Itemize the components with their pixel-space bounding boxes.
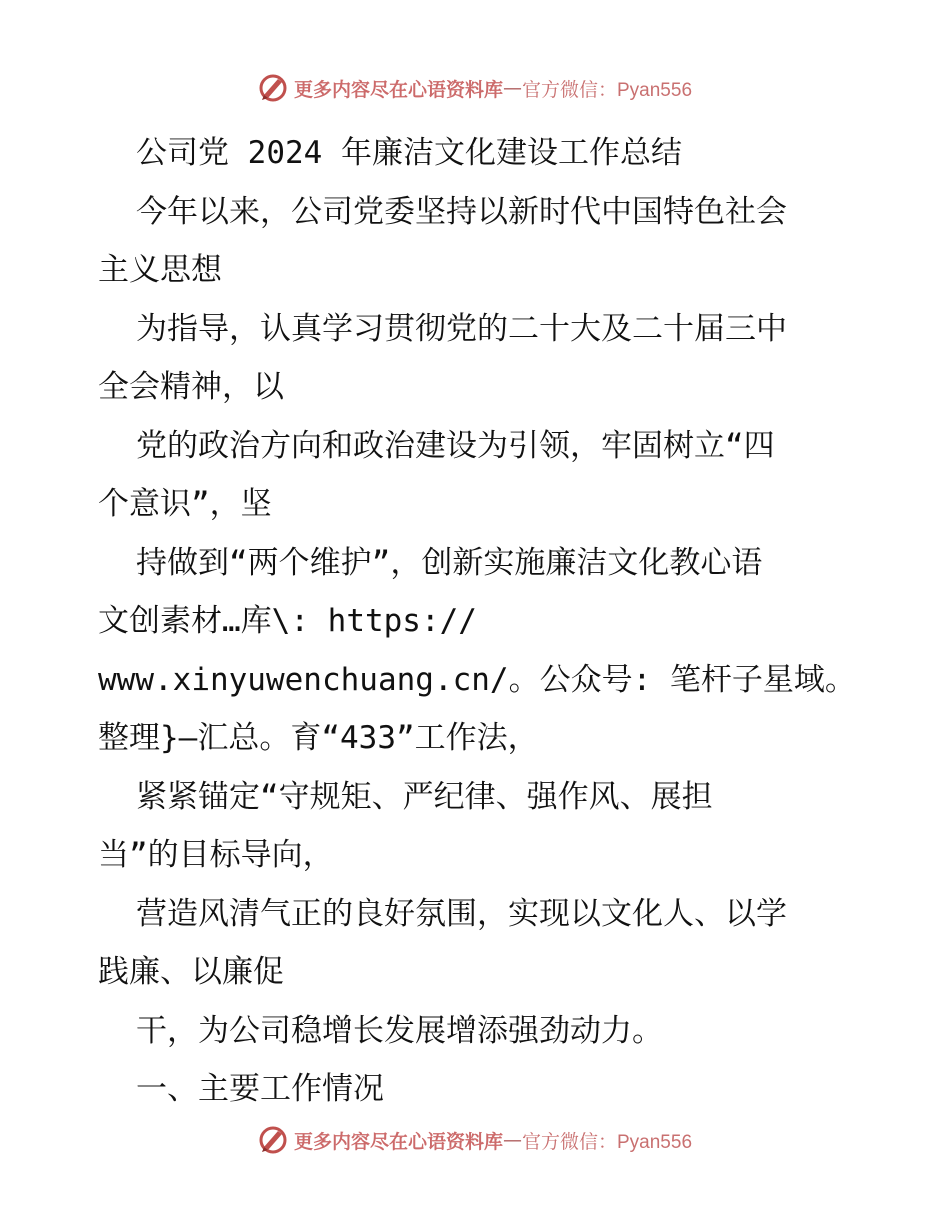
banner-brand-text: 更多内容尽在心语资料库 xyxy=(293,1130,503,1153)
paragraph-line: 当”的目标导向， xyxy=(98,837,334,873)
paragraph-line: 主义思想 xyxy=(98,252,222,288)
header-banner xyxy=(0,68,950,108)
pen-logo-icon xyxy=(258,1125,288,1155)
paragraph-line: 持做到“两个维护”，创新实施廉洁文化教心语 xyxy=(136,544,763,581)
footer-banner xyxy=(0,1120,950,1160)
banner-brand-text: 更多内容尽在心语资料库 xyxy=(293,78,503,101)
banner-wechat-text: 官方微信：Pyan556 xyxy=(522,79,693,101)
paragraph-line: 文创素材…库\: https:// xyxy=(98,603,477,639)
section-heading: 一、主要工作情况 xyxy=(136,1071,384,1107)
document-title: 公司党 2024 年廉洁文化建设工作总结 xyxy=(136,135,682,171)
paragraph-line: 践廉、以廉促 xyxy=(98,954,284,990)
paragraph-line: 紧紧锚定“守规矩、严纪律、强作风、展担 xyxy=(136,778,713,815)
paragraph-line: 今年以来，公司党委坚持以新时代中国特色社会 xyxy=(136,193,787,230)
banner-separator: — xyxy=(503,1129,522,1151)
paragraph-line: 营造风清气正的良好氛围，实现以文化人、以学 xyxy=(136,895,787,932)
banner-wechat-text: 官方微信：Pyan556 xyxy=(522,1131,693,1153)
paragraph-line: 全会精神，以 xyxy=(98,369,284,405)
pen-logo-icon xyxy=(258,73,288,103)
banner-separator: — xyxy=(503,77,522,99)
paragraph-line: 为指导，认真学习贯彻党的二十大及二十届三中 xyxy=(136,310,787,347)
document-body xyxy=(98,124,858,1119)
paragraph-line-url: www.xinyuwenchuang.cn/。公众号: 笔杆子星域。 xyxy=(98,661,856,698)
paragraph-line: 干，为公司稳增长发展增添强劲动力。 xyxy=(136,1012,663,1049)
paragraph-line: 党的政治方向和政治建设为引领，牢固树立“四 xyxy=(136,427,775,464)
paragraph-line: 个意识”，坚 xyxy=(98,486,272,522)
paragraph-line: 整理}—汇总。育“433”工作法， xyxy=(98,720,539,756)
